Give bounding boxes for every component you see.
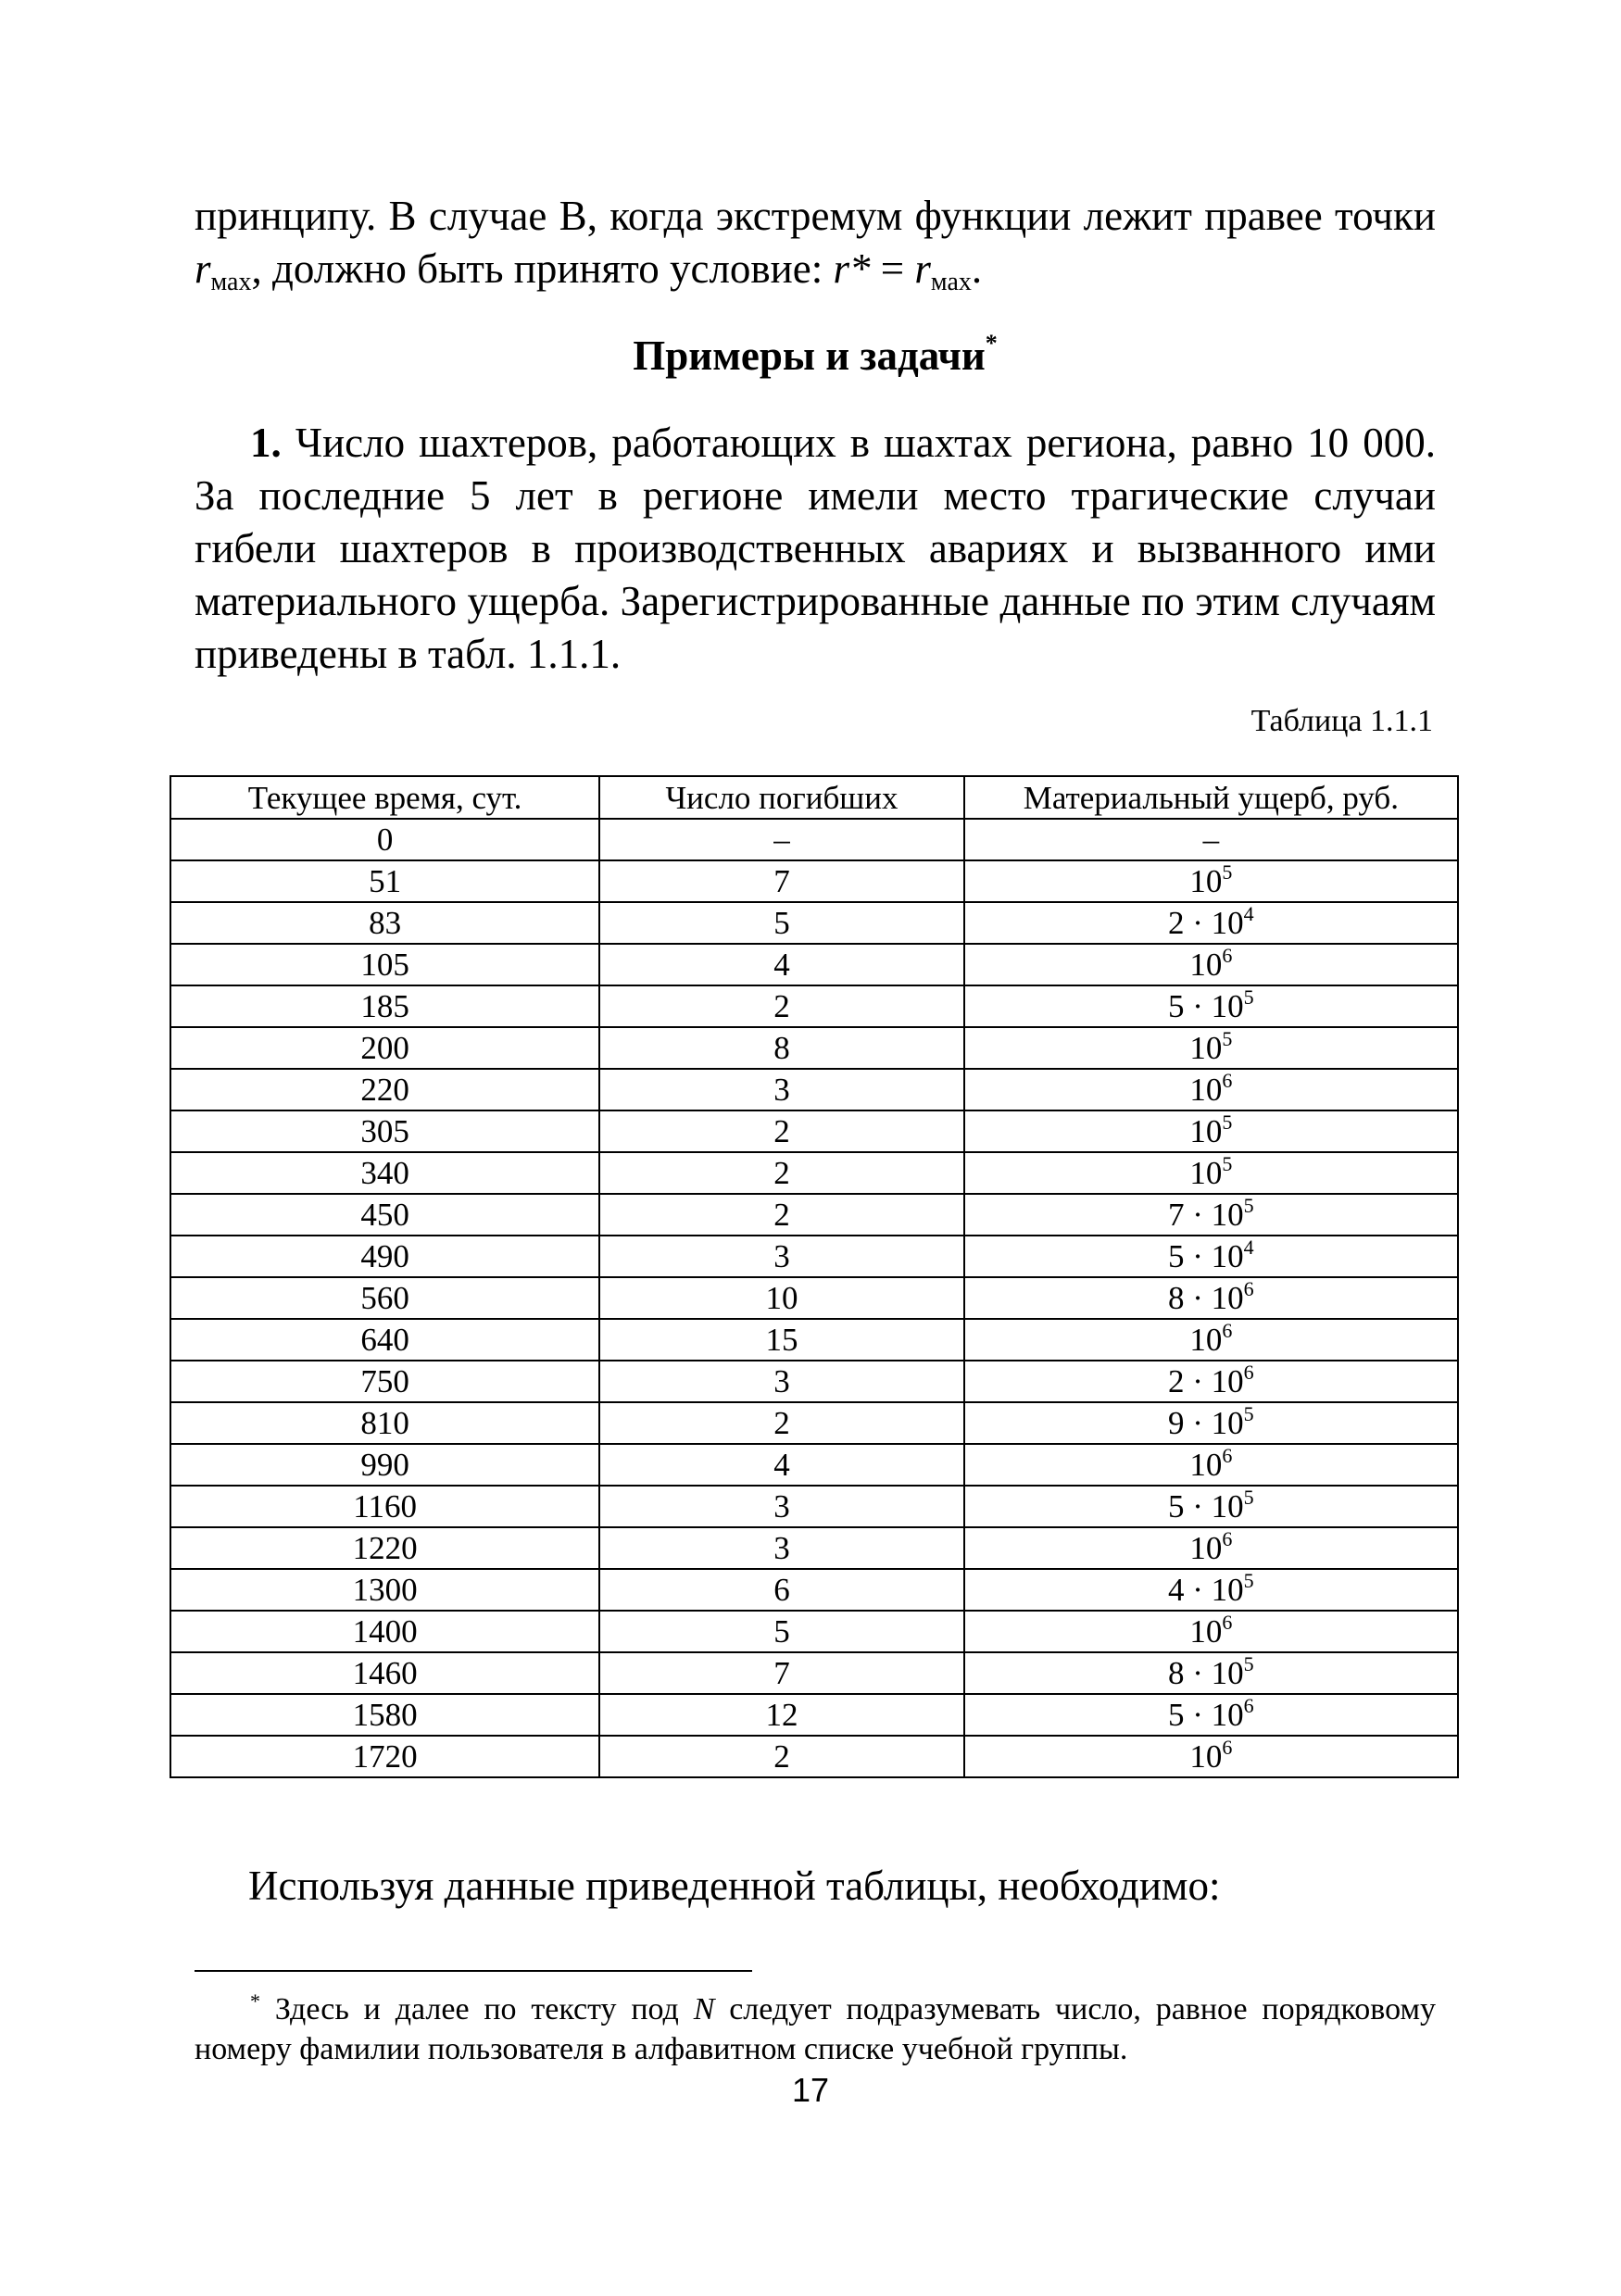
- cell-damage: [964, 1527, 1458, 1569]
- damage-value: 8 · 10: [1168, 1280, 1244, 1316]
- damage-exponent: 6: [1243, 1361, 1254, 1384]
- cell-time: 1300: [170, 1569, 599, 1611]
- cell-time: 560: [170, 1277, 599, 1319]
- cell-damage: [964, 1652, 1458, 1694]
- footnote-divider: [195, 1970, 752, 1972]
- cell-time: 1400: [170, 1611, 599, 1652]
- problem-number: 1.: [250, 420, 282, 466]
- table-row: [170, 1611, 1458, 1652]
- cell-damage: [964, 1402, 1458, 1444]
- data-table: [170, 775, 1459, 1778]
- cell-time: 83: [170, 902, 599, 944]
- cell-damage: [964, 1486, 1458, 1527]
- damage-value: –: [1202, 822, 1220, 858]
- damage-exponent: 5: [1222, 1110, 1233, 1134]
- damage-exponent: 5: [1243, 1402, 1254, 1425]
- cell-time: 200: [170, 1027, 599, 1069]
- damage-value: 10: [1189, 1113, 1223, 1149]
- table-row: [170, 985, 1458, 1027]
- table-body: [170, 819, 1458, 1777]
- cell-deaths: 2: [599, 1736, 963, 1777]
- cell-damage: [964, 1736, 1458, 1777]
- damage-exponent: 5: [1243, 1486, 1254, 1509]
- cell-damage: [964, 1569, 1458, 1611]
- footnote-marker: *: [985, 330, 998, 357]
- cell-deaths: 2: [599, 985, 963, 1027]
- damage-value: 2 · 10: [1168, 905, 1244, 941]
- cell-damage: [964, 1277, 1458, 1319]
- cell-time: 185: [170, 985, 599, 1027]
- damage-exponent: 6: [1243, 1694, 1254, 1717]
- cell-damage: [964, 902, 1458, 944]
- cell-time: 1160: [170, 1486, 599, 1527]
- damage-exponent: 5: [1222, 1027, 1233, 1050]
- damage-exponent: 6: [1222, 1736, 1233, 1759]
- damage-value: 10: [1189, 947, 1223, 983]
- cell-deaths: 2: [599, 1152, 963, 1194]
- damage-exponent: 6: [1222, 1069, 1233, 1092]
- table-row: [170, 902, 1458, 944]
- damage-value: 10: [1189, 1072, 1223, 1108]
- table-row: [170, 1152, 1458, 1194]
- damage-exponent: 6: [1243, 1277, 1254, 1300]
- damage-value: 10: [1189, 1155, 1223, 1191]
- cell-deaths: 7: [599, 860, 963, 902]
- cell-damage: [964, 1110, 1458, 1152]
- cell-deaths: –: [599, 819, 963, 860]
- damage-exponent: 6: [1222, 1319, 1233, 1342]
- cell-deaths: 2: [599, 1402, 963, 1444]
- intro-paragraph: принципу. В случае В, когда экстремум функции лежит правее точки $r_{мах}$, должно быть принято условие: $r* = r_{мах}$.: [195, 193, 1436, 296]
- cell-damage: [964, 1444, 1458, 1486]
- table-row: [170, 1694, 1458, 1736]
- cell-damage: [964, 1694, 1458, 1736]
- damage-value: 5 · 10: [1168, 1238, 1244, 1274]
- cell-deaths: 4: [599, 1444, 963, 1486]
- cell-deaths: 2: [599, 1194, 963, 1236]
- damage-exponent: 5: [1243, 1652, 1254, 1675]
- cell-damage: [964, 985, 1458, 1027]
- cell-deaths: 2: [599, 1110, 963, 1152]
- cell-damage: [964, 1069, 1458, 1110]
- cell-deaths: 3: [599, 1069, 963, 1110]
- damage-value: 2 · 10: [1168, 1363, 1244, 1399]
- damage-value: 10: [1189, 1530, 1223, 1566]
- cell-time: 490: [170, 1236, 599, 1277]
- cell-time: 750: [170, 1361, 599, 1402]
- table-row: [170, 1569, 1458, 1611]
- table-row: [170, 1027, 1458, 1069]
- cell-time: 340: [170, 1152, 599, 1194]
- column-header-time: Текущее время, сут.: [170, 776, 599, 819]
- cell-deaths: 3: [599, 1486, 963, 1527]
- table-row: [170, 1652, 1458, 1694]
- cell-deaths: 8: [599, 1027, 963, 1069]
- table-row: [170, 1319, 1458, 1361]
- damage-value: 5 · 10: [1168, 1697, 1244, 1733]
- damage-value: 5 · 10: [1168, 1488, 1244, 1524]
- cell-time: 1460: [170, 1652, 599, 1694]
- cell-time: 1720: [170, 1736, 599, 1777]
- cell-damage: [964, 860, 1458, 902]
- table-row: [170, 819, 1458, 860]
- damage-value: 10: [1189, 1738, 1223, 1775]
- cell-damage: [964, 1611, 1458, 1652]
- cell-damage: [964, 944, 1458, 985]
- cell-time: 1220: [170, 1527, 599, 1569]
- damage-value: 10: [1189, 1447, 1223, 1483]
- cell-time: 305: [170, 1110, 599, 1152]
- column-header-damage: Материальный ущерб, руб.: [964, 776, 1458, 819]
- table-row: [170, 1194, 1458, 1236]
- footnote: * Здесь и далее по тексту под N следует подразумевать число, равное порядковому номеру фамилии пользователя в алфавитном списке учебной группы.: [195, 1989, 1436, 2066]
- cell-time: 105: [170, 944, 599, 985]
- table-caption: Таблица 1.1.1: [1250, 704, 1433, 738]
- table-row: [170, 1110, 1458, 1152]
- page-number: 17: [791, 2071, 830, 2109]
- damage-exponent: 6: [1222, 1527, 1233, 1550]
- damage-value: 7 · 10: [1168, 1197, 1244, 1233]
- damage-exponent: 6: [1222, 1444, 1233, 1467]
- problem-paragraph: 1. Число шахтеров, работающих в шахтах региона, равно 10 000. За последние 5 лет в регионе имели место трагические случаи гибели шахтеров в производственных авариях и вызванного ими материального ущерба. Зарегистрированные данные по этим случаям приведены в табл. 1.1.1.: [195, 420, 1436, 677]
- cell-deaths: 3: [599, 1527, 963, 1569]
- damage-exponent: 5: [1222, 1152, 1233, 1175]
- cell-time: 0: [170, 819, 599, 860]
- damage-value: 10: [1189, 1030, 1223, 1066]
- cell-deaths: 5: [599, 1611, 963, 1652]
- cell-time: 640: [170, 1319, 599, 1361]
- cell-deaths: 10: [599, 1277, 963, 1319]
- cell-damage: [964, 1194, 1458, 1236]
- damage-exponent: 4: [1243, 1236, 1254, 1259]
- damage-exponent: 6: [1222, 1611, 1233, 1634]
- table-row: [170, 1527, 1458, 1569]
- damage-exponent: 5: [1243, 1194, 1254, 1217]
- cell-time: 810: [170, 1402, 599, 1444]
- damage-exponent: 4: [1243, 902, 1254, 925]
- table-row: [170, 860, 1458, 902]
- cell-time: 51: [170, 860, 599, 902]
- table-row: [170, 1486, 1458, 1527]
- table-row: [170, 1736, 1458, 1777]
- cell-damage: [964, 819, 1458, 860]
- cell-deaths: 15: [599, 1319, 963, 1361]
- damage-value: 4 · 10: [1168, 1572, 1244, 1608]
- column-header-deaths: Число погибших: [599, 776, 963, 819]
- cell-deaths: 4: [599, 944, 963, 985]
- cell-time: 450: [170, 1194, 599, 1236]
- table-row: [170, 1361, 1458, 1402]
- cell-damage: [964, 1319, 1458, 1361]
- table-row: [170, 1277, 1458, 1319]
- cell-deaths: 3: [599, 1361, 963, 1402]
- damage-value: 5 · 10: [1168, 988, 1244, 1024]
- cell-time: 220: [170, 1069, 599, 1110]
- cell-damage: [964, 1152, 1458, 1194]
- cell-time: 1580: [170, 1694, 599, 1736]
- damage-value: 10: [1189, 863, 1223, 899]
- cell-damage: [964, 1236, 1458, 1277]
- damage-exponent: 5: [1222, 860, 1233, 884]
- cell-time: 990: [170, 1444, 599, 1486]
- cell-deaths: 12: [599, 1694, 963, 1736]
- table-header-row: [170, 776, 1458, 819]
- section-heading: Примеры и задачи*: [633, 330, 998, 379]
- table-row: [170, 1236, 1458, 1277]
- cell-deaths: 7: [599, 1652, 963, 1694]
- table-row: [170, 1402, 1458, 1444]
- cell-deaths: 6: [599, 1569, 963, 1611]
- cell-deaths: 5: [599, 902, 963, 944]
- table-row: [170, 1069, 1458, 1110]
- cell-damage: [964, 1027, 1458, 1069]
- damage-value: 10: [1189, 1322, 1223, 1358]
- table-row: [170, 1444, 1458, 1486]
- damage-exponent: 5: [1243, 1569, 1254, 1592]
- damage-exponent: 5: [1243, 985, 1254, 1009]
- cell-damage: [964, 1361, 1458, 1402]
- damage-value: 10: [1189, 1613, 1223, 1650]
- damage-value: 9 · 10: [1168, 1405, 1244, 1441]
- closing-paragraph: Используя данные приведенной таблицы, необходимо:: [248, 1863, 1221, 1909]
- cell-deaths: 3: [599, 1236, 963, 1277]
- damage-exponent: 6: [1222, 944, 1233, 967]
- table-row: [170, 944, 1458, 985]
- damage-value: 8 · 10: [1168, 1655, 1244, 1691]
